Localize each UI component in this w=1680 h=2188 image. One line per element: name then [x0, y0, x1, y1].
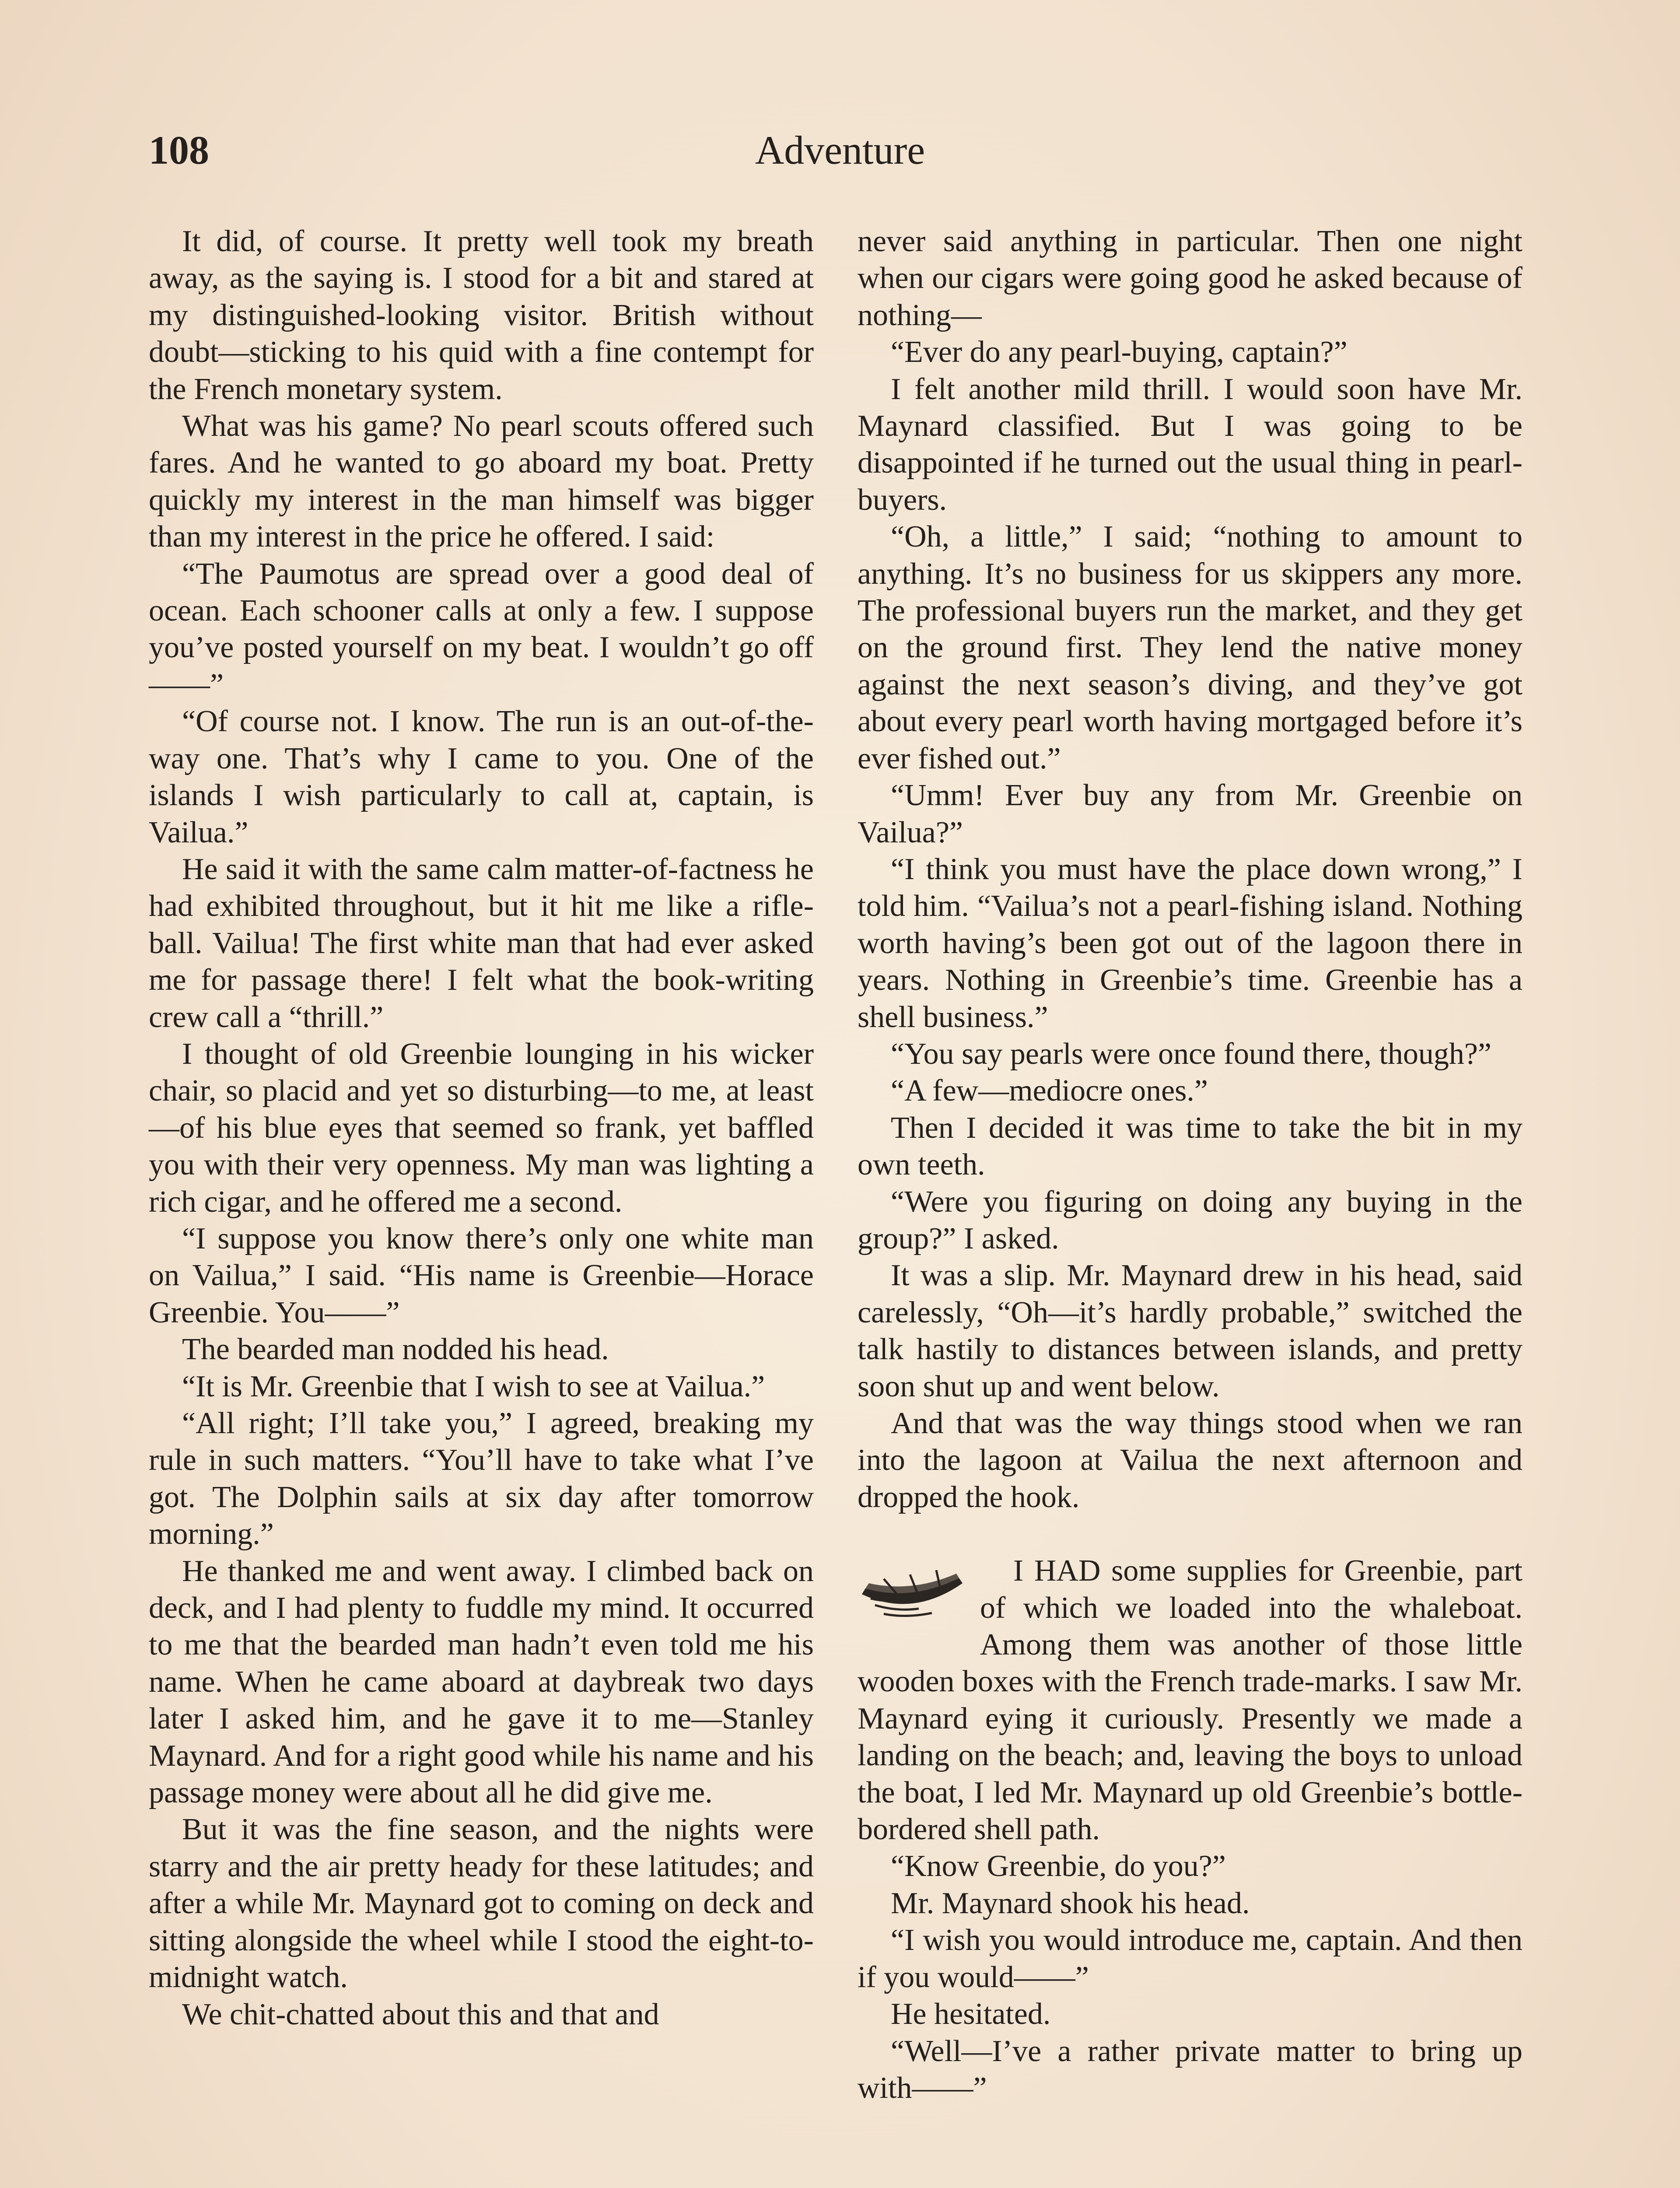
- paragraph: “I think you must have the place down wrong,” I told him. “Vailua’s not a pearl-fishing island. Nothing worth having’s been got out of the lagoon there in years. Nothing in Greenbie’s time. Greenbie has a shell business.”: [858, 852, 1522, 1034]
- paragraph: “All right; I’ll take you,” I agreed, breaking my rule in such matters. “You’ll have to take what I’ve got. The Dolphin sails at six day after tomorrow morning.”: [149, 1406, 814, 1551]
- paragraph: “Ever do any pearl-buying, captain?”: [891, 335, 1348, 369]
- paragraph: “I suppose you know there’s only one white man on Vailua,” I said. “His name is Greenbie—Horace Greenbie. You——”: [149, 1221, 814, 1329]
- section-break: [858, 1516, 1522, 1553]
- paragraph: “Well—I’ve a rather private matter to bring up with——”: [858, 2034, 1522, 2105]
- paragraph: “Were you figuring on doing any buying in the group?” I asked.: [858, 1185, 1522, 1255]
- paragraph: He thanked me and went away. I climbed back on deck, and I had plenty to fuddle my mind. It occurred to me that the bearded man hadn’t even told me his name. When he came aboard at daybreak two days later I asked him, and he gave it to me—Stanley Maynard. And for a right good while his name and his passage money were about all he did give me.: [149, 1554, 814, 1810]
- paragraph: never said anything in particular. Then one night when our cigars were going good he asked because of nothing—: [858, 224, 1522, 332]
- running-header: [149, 127, 1531, 193]
- paragraph: “The Paumotus are spread over a good deal of ocean. Each schooner calls at only a few. I suppose you’ve posted yourself on my beat. I wouldn’t go off——”: [149, 557, 814, 701]
- paragraph: But it was the fine season, and the nights were starry and the air pretty heady for these latitudes; and after a while Mr. Maynard got to coming on deck and sitting alongside the wheel while I stood the eight-to-midnight watch.: [149, 1813, 814, 1995]
- section-opening: [858, 1553, 1522, 1848]
- paragraph: What was his game? No pearl scouts offered such fares. And he wanted to go aboard my boat. Pretty quickly my interest in the man himself was bigger than my interest in the price he offered. I said:: [149, 409, 814, 554]
- paragraph: The bearded man nodded his head.: [182, 1332, 609, 1367]
- paragraph: We chit-chatted about this and that and: [182, 1997, 659, 2031]
- paragraph: “Oh, a little,” I said; “nothing to amount to anything. It’s no business for us skippers any more. The professional buyers run the market, and they get on the ground first. They lend the native money against the next season’s diving, and they’ve got about every pearl worth having mortgaged before it’s ever fished out.”: [858, 520, 1522, 775]
- right-column: [858, 223, 1522, 2107]
- paragraph: “A few—mediocre ones.”: [891, 1074, 1208, 1108]
- whaleboat-icon: [858, 1553, 967, 1627]
- running-title: Adventure: [755, 128, 925, 172]
- paragraph: Then I decided it was time to take the bit in my own teeth.: [858, 1111, 1522, 1182]
- paragraph: “Umm! Ever buy any from Mr. Greenbie on Vailua?”: [858, 778, 1522, 849]
- paragraph: “Know Greenbie, do you?”: [891, 1849, 1226, 1883]
- paragraph: “It is Mr. Greenbie that I wish to see at Vailua.”: [182, 1369, 765, 1403]
- paragraph: He said it with the same calm matter-of-factness he had exhibited throughout, but it hit me like a rifle-ball. Vailua! The first white man that had ever asked me for passage there! I felt what the book-writing crew call a “thrill.”: [149, 852, 814, 1034]
- paragraph: I HAD some supplies for Greenbie, part of which we loaded into the whaleboat. Among them was another of those little wooden boxes with the French trade-marks. I saw Mr. Maynard eying it curiously. Presently we made a landing on the beach; and, leaving the boys to unload the boat, I led Mr. Maynard up old Greenbie’s bottle-bordered shell path.: [858, 1554, 1522, 1847]
- paragraph: “Of course not. I know. The run is an out-of-the-way one. That’s why I came to you. One of the islands I wish particularly to call at, captain, is Vailua.”: [149, 705, 814, 849]
- left-column: [149, 223, 814, 2033]
- paragraph: “You say pearls were once found there, though?”: [891, 1037, 1491, 1071]
- paragraph: It did, of course. It pretty well took my breath away, as the saying is. I stood for a bit and stared at my distinguished-looking visitor. British without doubt—sticking to his quid with a fine contempt for the French monetary system.: [149, 224, 814, 406]
- paragraph: Mr. Maynard shook his head.: [891, 1886, 1250, 1920]
- paragraph: It was a slip. Mr. Maynard drew in his head, said carelessly, “Oh—it’s hardly probable,” switched the talk hastily to distances between islands, and pretty soon shut up and went below.: [858, 1259, 1522, 1403]
- paragraph: He hesitated.: [891, 1997, 1051, 2031]
- page-number: 108: [149, 128, 209, 172]
- paragraph: I thought of old Greenbie lounging in his wicker chair, so placid and yet so disturbing—to me, at least—of his blue eyes that seemed so frank, yet baffled you with their very openness. My man was lighting a rich cigar, and he offered me a second.: [149, 1037, 814, 1219]
- paragraph: “I wish you would introduce me, captain. And then if you would——”: [858, 1923, 1522, 1994]
- paragraph: I felt another mild thrill. I would soon have Mr. Maynard classified. But I was going to be disappointed if he turned out the usual thing in pearl-buyers.: [858, 372, 1522, 517]
- paragraph: And that was the way things stood when we ran into the lagoon at Vailua the next afternoon and dropped the hook.: [858, 1406, 1522, 1514]
